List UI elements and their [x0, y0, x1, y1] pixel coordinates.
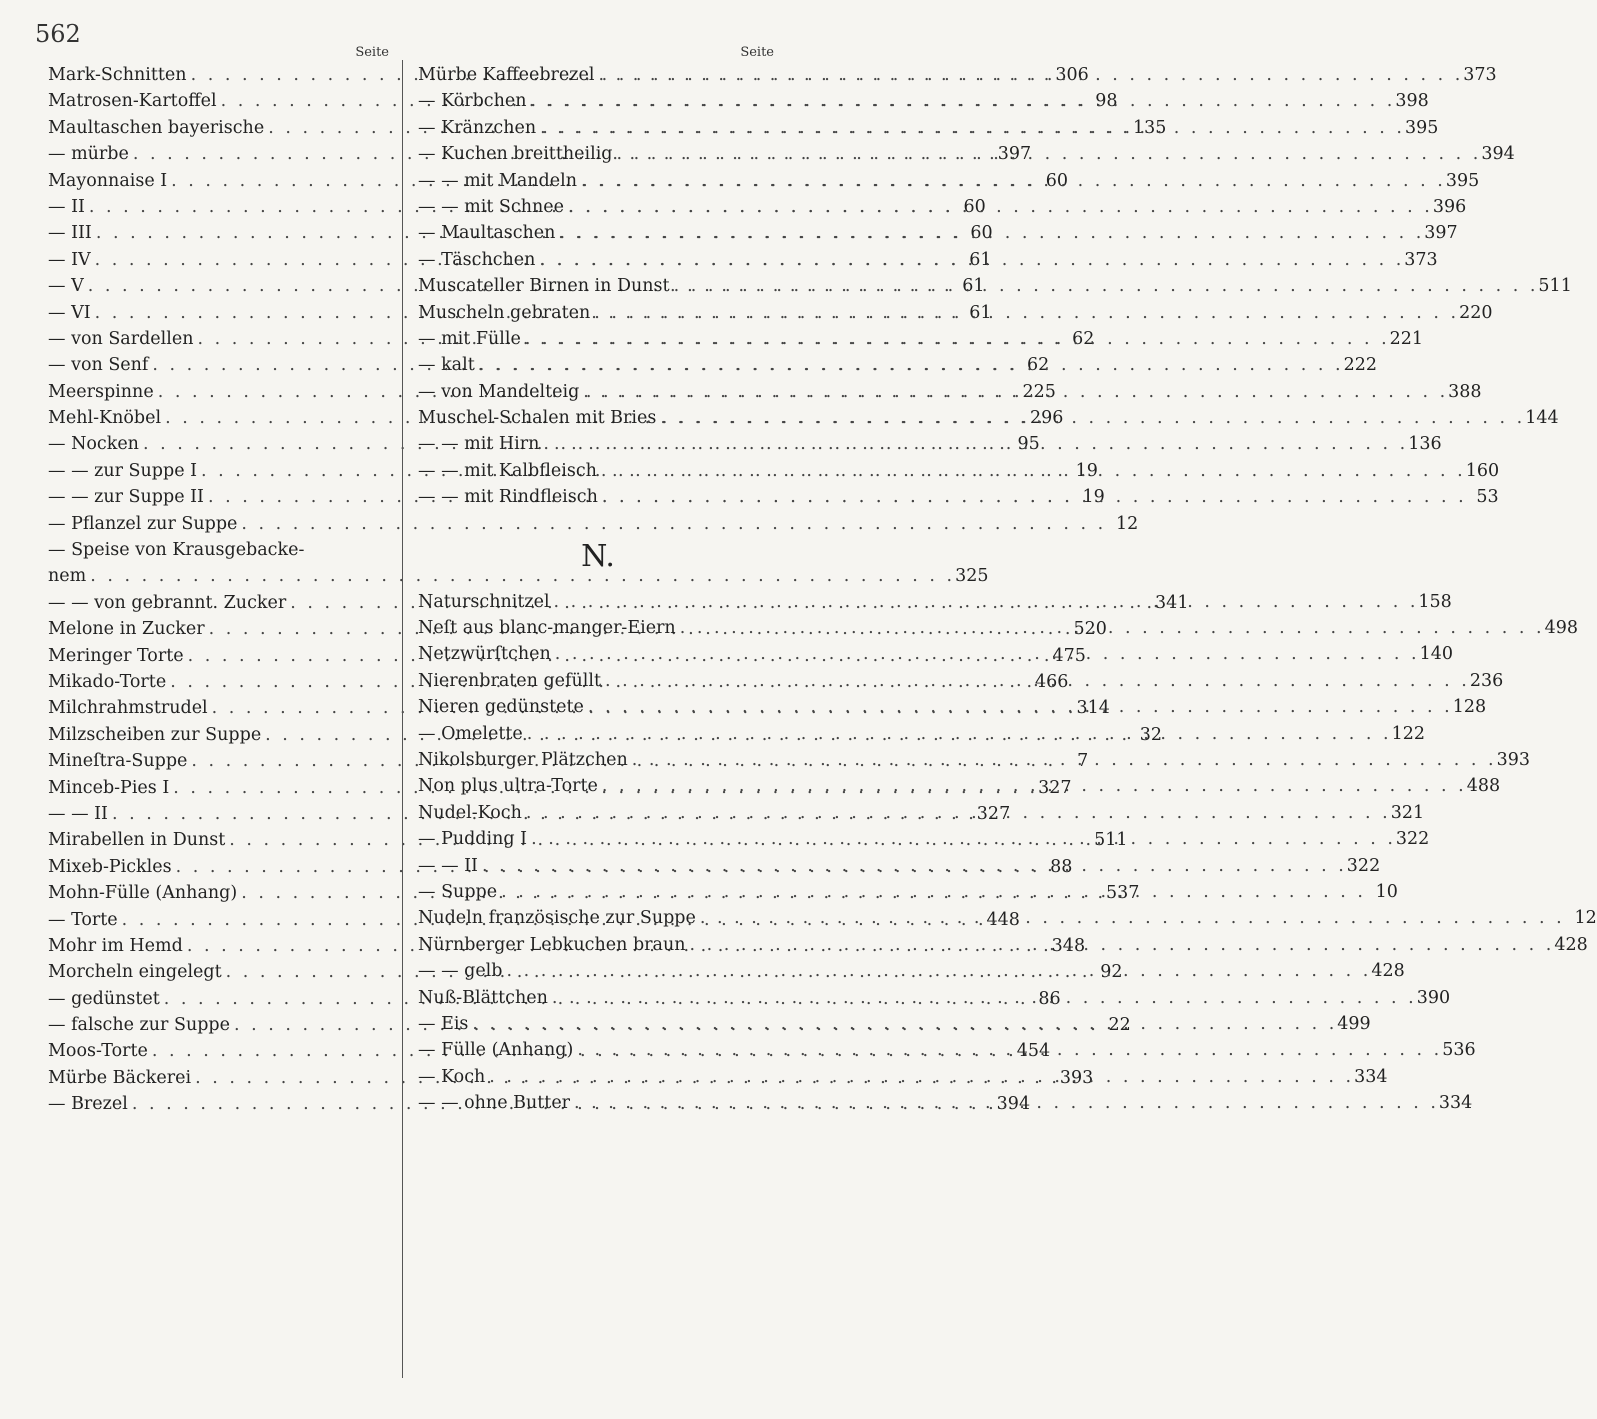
entry-page: 498 [1544, 618, 1578, 639]
entry-label: Nieren gedünstete [418, 697, 584, 718]
entry-label: — gedünstet [48, 988, 160, 1009]
entry-page: 536 [1442, 1040, 1476, 1061]
index-entry [48, 511, 1139, 537]
entry-page: 397 [1424, 223, 1458, 244]
entry-page: 236 [1469, 670, 1504, 691]
seite-header: Seite [355, 45, 389, 60]
entry-label: — Maultaschen [418, 223, 556, 244]
entry-label: — — zur Suppe II [48, 487, 204, 508]
entry-page: 373 [1463, 65, 1497, 85]
leader-dots [696, 905, 1565, 931]
leader-dots [497, 879, 1366, 905]
entry-page: 325 [955, 566, 989, 587]
entry-page: 395 [1445, 170, 1480, 191]
entry-page: 53 [1476, 487, 1499, 508]
entry-label: — III [48, 223, 92, 244]
entry-page: 92 [1100, 962, 1123, 983]
entry-page: 537 [1106, 883, 1140, 904]
entry-label: — — II [418, 855, 478, 876]
entry-label: Muscheln gebraten [418, 302, 591, 323]
entry-page: 32 [1139, 724, 1163, 745]
entry-label: — mit Fülle [418, 328, 521, 349]
index-entry [418, 747, 1530, 773]
leader-dots [527, 826, 1396, 852]
leader-dots [526, 88, 1395, 114]
leader-dots [522, 800, 1391, 826]
leader-dots [577, 168, 1446, 194]
leader-dots [475, 352, 1344, 378]
entry-label: — Nocken [48, 434, 139, 455]
entry-page: 122 [1391, 723, 1425, 744]
entry-page: 61 [969, 249, 992, 270]
entry-label: Matrosen-Kartoffel [48, 91, 217, 112]
entry-label: — kalt [418, 355, 475, 376]
entry-label: Mirabellen in Dunst [48, 830, 226, 851]
entry-label: Nürnberger Lebkuchen braun [418, 934, 686, 955]
entry-label: Muscateller Birnen in Dunst [418, 276, 670, 297]
entry-page: 136 [1408, 434, 1442, 455]
leader-dots [594, 62, 1463, 88]
entry-page: 322 [1395, 829, 1430, 850]
entry-label: — falsche zur Suppe [48, 1015, 230, 1036]
entry-page: 327 [976, 803, 1011, 824]
entry-label: Mehl-Knöbel [48, 408, 162, 429]
entry-page: 144 [1525, 408, 1559, 429]
entry-label: Milzscheiben zur Suppe [48, 724, 262, 745]
entry-label: — Pflanzel zur Suppe [48, 513, 238, 534]
entry-label: Maultaschen bayerische [48, 117, 265, 138]
entry-label: Moos-Torte [48, 1041, 148, 1062]
entry-label: Nudel-Koch [418, 802, 522, 823]
leader-dots [628, 747, 1497, 773]
entry-page: 158 [1418, 591, 1452, 612]
entry-page: 128 [1452, 697, 1487, 718]
leader-dots [539, 431, 1408, 457]
entry-label: — Eis [418, 1013, 469, 1034]
entry-page: 7 [1077, 751, 1089, 772]
entry-page: 10 [1375, 881, 1398, 902]
entry-label: — Körbchen [418, 91, 527, 112]
leader-dots [686, 932, 1555, 958]
leader-dots [521, 326, 1390, 352]
entry-page: 373 [1404, 249, 1438, 270]
entry-page: 398 [1395, 91, 1429, 112]
entry-label: Neſt aus blanc-manger-Eiern [418, 618, 676, 639]
entry-label: — — mit Mandeln [418, 170, 577, 191]
entry-page: 60 [970, 223, 993, 244]
entry-label: — Speise von Krausgebacke- [48, 540, 305, 561]
entry-label: — Kränzchen [418, 117, 537, 138]
entry-label: Nudeln französische zur Suppe [418, 908, 696, 929]
entry-page: 520 [1073, 619, 1107, 640]
leader-dots [548, 985, 1417, 1011]
page-number: 562 [35, 20, 81, 48]
entry-page: 499 [1337, 1013, 1371, 1034]
column-divider [402, 60, 403, 1378]
leader-dots [502, 958, 1371, 984]
entry-page: 393 [1496, 749, 1530, 770]
entry-page: 321 [1390, 802, 1425, 823]
entry-page: 511 [1094, 830, 1128, 851]
leader-dots [523, 721, 1392, 747]
index-entry [48, 537, 393, 563]
entry-label: — mürbe [48, 144, 129, 165]
entry-label: — — II [48, 803, 108, 824]
seite-header: Seite [740, 45, 774, 60]
entry-page: 19 [1082, 487, 1105, 508]
entry-page: 475 [1052, 645, 1086, 666]
entry-page: 60 [963, 196, 986, 217]
entry-label: — — zur Suppe I [48, 460, 198, 481]
entry-label: — von Mandelteig [418, 381, 580, 402]
entry-page: 22 [1108, 1015, 1131, 1036]
entry-label: Netzwürſtchen [418, 644, 551, 665]
entry-page: 511 [1538, 276, 1572, 297]
entry-label: Morcheln eingelegt [48, 962, 222, 983]
leader-dots [573, 1037, 1442, 1063]
entry-label: — — ohne Butter [418, 1093, 571, 1114]
entry-label: Non plus ultra-Torte [418, 776, 598, 797]
entry-label: — — mit Hirn [418, 434, 540, 455]
entry-page: 397 [997, 144, 1032, 165]
section-letter: N. [581, 538, 615, 574]
entry-page: 348 [1051, 935, 1086, 956]
entry-page: 140 [1419, 644, 1453, 665]
entry-label: Milchrahmstrudel [48, 698, 208, 719]
entry-label: Mikado-Torte [48, 671, 167, 692]
entry-page: 160 [1465, 460, 1500, 481]
leader-dots [570, 1090, 1439, 1116]
entry-label: — von Sardellen [48, 328, 194, 349]
entry-page: 62 [1026, 355, 1050, 376]
entry-page: 60 [1045, 170, 1069, 191]
entry-label: — — mit Kalbfleisch [418, 460, 597, 481]
index-entry [48, 563, 989, 589]
leader-dots [590, 300, 1459, 326]
entry-page: 395 [1404, 117, 1439, 138]
entry-page: 12 [1115, 513, 1139, 534]
entry-label: Mixeb-Pickles [48, 856, 172, 877]
entry-page: 88 [1050, 856, 1073, 877]
entry-label: — — gelb [418, 961, 503, 982]
entry-page: 86 [1038, 988, 1061, 1009]
entry-page: 334 [1438, 1093, 1473, 1114]
entry-label: Meerspinne [48, 381, 154, 402]
leader-dots [613, 141, 1482, 167]
entry-page: 222 [1343, 355, 1377, 376]
entry-label: — von Senf [48, 355, 149, 376]
entry-page: 221 [1389, 328, 1424, 349]
leader-dots [550, 589, 1419, 615]
entry-page: 19 [1075, 460, 1098, 481]
leader-dots [536, 115, 1405, 141]
entry-page: 12 [1574, 908, 1597, 929]
index-entry [418, 88, 1429, 114]
entry-page: 61 [969, 302, 992, 323]
entry-page: 98 [1095, 91, 1118, 112]
entry-page: 393 [1059, 1067, 1094, 1088]
entry-page: 396 [1432, 196, 1467, 217]
entry-page: 322 [1346, 855, 1381, 876]
entry-page: 314 [1076, 698, 1110, 719]
entry-label: — V [48, 276, 84, 297]
entry-label: — Pudding I [418, 829, 528, 850]
entry-label: — Fülle (Anhang) [418, 1040, 574, 1061]
leader-dots [564, 194, 1433, 220]
entry-label: Mürbe Kaffeebrezel [418, 65, 595, 85]
entry-label: Muschel-Schalen mit Bries [418, 408, 657, 429]
leader-dots [601, 668, 1470, 694]
entry-label: Minceb-Pies I [48, 777, 170, 798]
entry-label: — Torte [48, 909, 118, 930]
entry-page: 428 [1371, 961, 1405, 982]
entry-label: — VI [48, 302, 91, 323]
leader-dots [478, 853, 1347, 879]
entry-page: 62 [1072, 328, 1095, 349]
entry-label: — Brezel [48, 1094, 128, 1115]
leader-dots [597, 458, 1466, 484]
entry-label: Meringer Torte [48, 645, 184, 666]
entry-page: 220 [1459, 302, 1493, 323]
leader-dots [584, 694, 1453, 720]
entry-label: Mürbe Bäckerei [48, 1067, 192, 1088]
entry-page: 488 [1466, 776, 1501, 797]
entry-page: 95 [1017, 434, 1040, 455]
entry-page: 428 [1554, 934, 1588, 955]
entry-label: Nuß-Blättchen [418, 987, 548, 1008]
entry-page: 448 [986, 909, 1020, 930]
leader-dots [676, 615, 1545, 641]
entry-page: 135 [1133, 117, 1167, 138]
leader-dots [598, 773, 1467, 799]
entry-label: — II [48, 196, 85, 217]
entry-page: 61 [962, 276, 985, 297]
leader-dots [535, 247, 1404, 273]
entry-label: — IV [48, 249, 91, 270]
entry-label: Nierenbraten gefüllt [418, 670, 602, 691]
leader-dots [485, 1064, 1354, 1090]
entry-label: Mohn-Fülle (Anhang) [48, 883, 238, 904]
leader-dots [656, 405, 1525, 431]
entry-label: — Omelette [418, 723, 523, 744]
entry-page: 341 [1155, 592, 1189, 613]
entry-page: 388 [1448, 381, 1482, 402]
entry-label: Mayonnaise I [48, 170, 168, 191]
entry-label: Mineſtra-Suppe [48, 751, 188, 772]
entry-page: 394 [996, 1094, 1031, 1115]
entry-label: Nikolsburger Plätzchen [418, 749, 628, 770]
leader-dots [555, 220, 1424, 246]
entry-label: — Täschchen [418, 249, 536, 270]
entry-page: 306 [1055, 65, 1089, 85]
leader-dots [598, 484, 1467, 510]
leader-dots [670, 273, 1539, 299]
entry-label: — — mit Rindfleisch [418, 487, 598, 508]
entry-label: — — von gebrannt. Zucker [48, 592, 287, 613]
entry-page: 394 [1481, 144, 1515, 165]
entry-label: Melone in Zucker [48, 619, 205, 640]
entry-label: — Suppe [418, 881, 498, 902]
entry-label: Mark-Schnitten [48, 65, 187, 85]
entry-page: 466 [1035, 671, 1069, 692]
entry-page: 334 [1354, 1066, 1388, 1087]
entry-label: Naturschnitzel [418, 591, 550, 612]
entry-label: — Kuchen breittheilig [418, 144, 613, 165]
leader-dots [579, 379, 1448, 405]
entry-label: — — mit Schnee [418, 196, 564, 217]
entry-page: 296 [1029, 408, 1064, 429]
leader-dots [551, 641, 1420, 667]
entry-page: 225 [1022, 381, 1056, 402]
entry-label: Mohr im Hemd [48, 935, 183, 956]
entry-page: 454 [1016, 1041, 1051, 1062]
entry-page: 390 [1416, 987, 1451, 1008]
leader-dots [468, 1011, 1337, 1037]
entry-label: nem [48, 566, 87, 587]
entry-label: — Koch [418, 1066, 486, 1087]
entry-page: 327 [1038, 777, 1072, 798]
